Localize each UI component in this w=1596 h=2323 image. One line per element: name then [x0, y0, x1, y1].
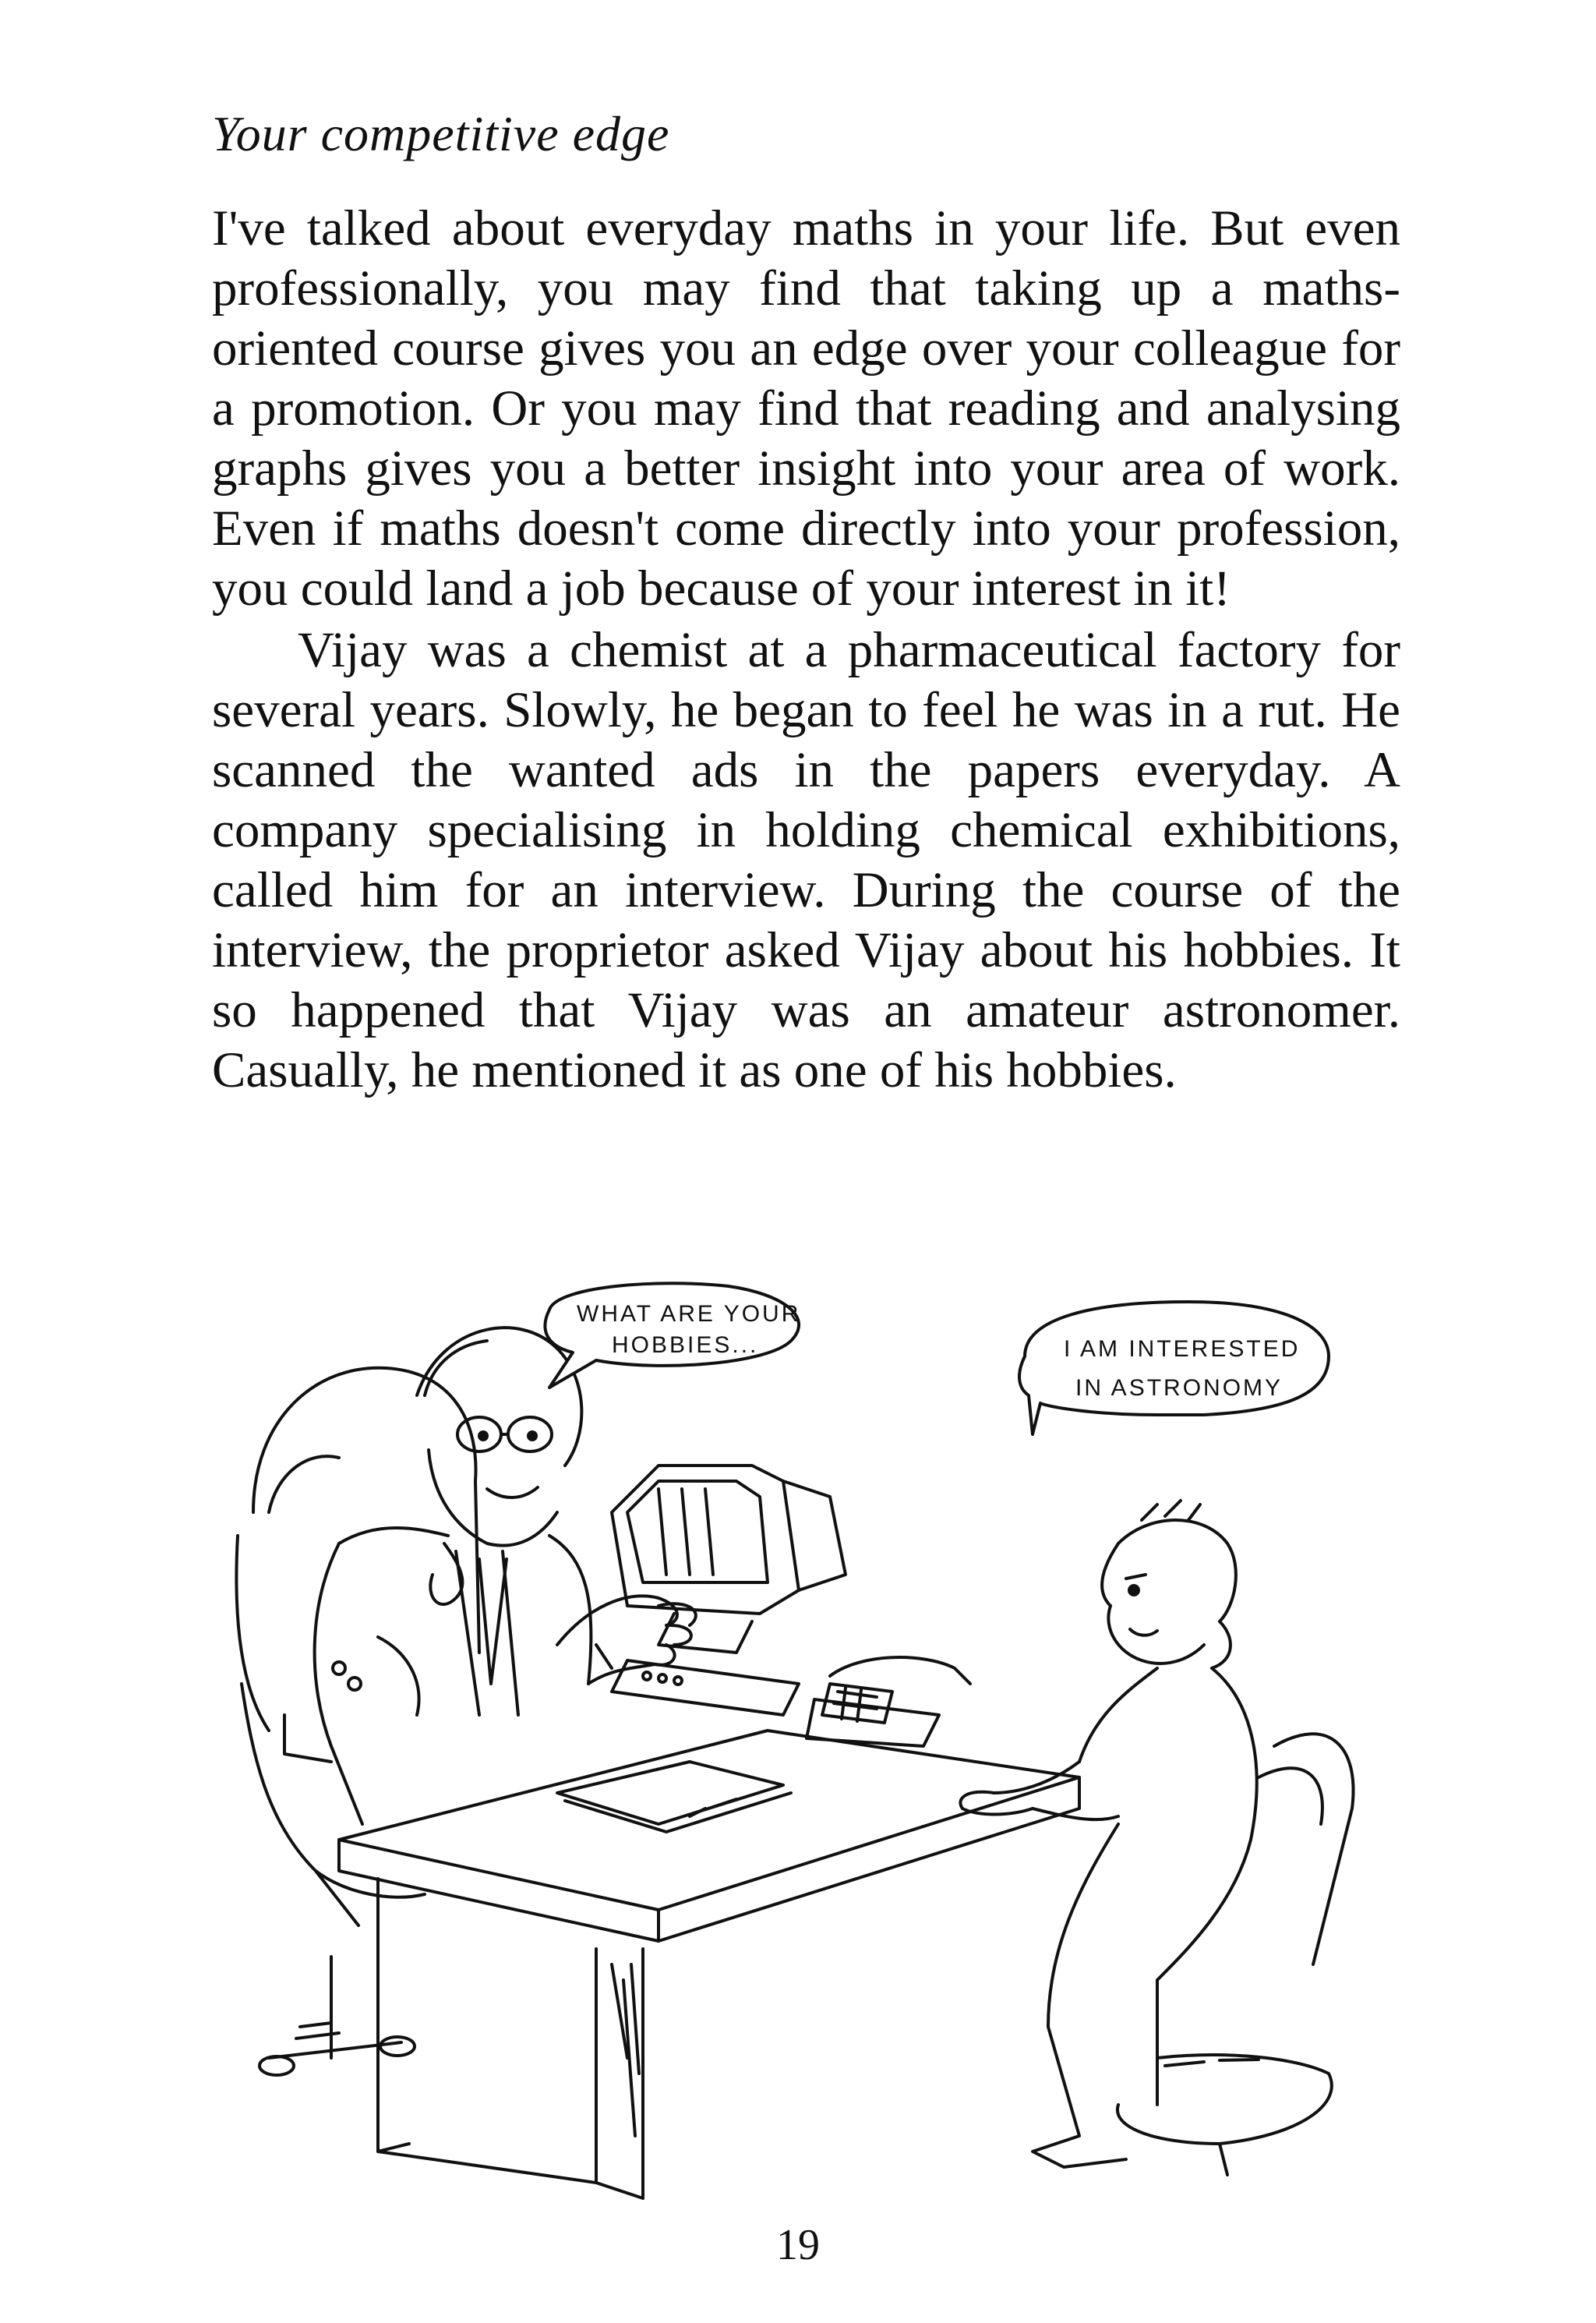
body-text: [212, 199, 1400, 1101]
telephone: [807, 1657, 970, 1746]
vijay-figure: [960, 1501, 1256, 2167]
speech-bubble-vijay: [1019, 1302, 1329, 1434]
page-number: 19: [776, 2221, 820, 2269]
bubble-left-line2: HOBBIES...: [612, 1332, 759, 1358]
interview-illustration: [222, 1278, 1375, 2202]
desk: [339, 1731, 1079, 2198]
executive-chair: [236, 1368, 479, 2075]
visitor-chair: [1118, 1734, 1354, 2175]
bubble-left-line1: WHAT ARE YOUR: [577, 1301, 801, 1327]
proprietor-figure: [315, 1328, 696, 1824]
paragraph-1: I've talked about everyday maths in your life. But even professionally, you may find that taking up a maths-oriented course gives you an edge over your colleague for a promotion. Or you may find that reading and analysing graphs gives you a better insight into your area of work. Even if maths doesn't come directly into your profession, you could land a job because of your interest in it!: [212, 200, 1400, 617]
bubble-right-line1: I AM INTERESTED: [1064, 1336, 1301, 1362]
speech-bubble-proprietor: [545, 1283, 800, 1388]
paragraph-2: Vijay was a chemist at a pharmaceutical factory for several years. Slowly, he began to feel he was in a rut. He scanned the wanted ads in the papers everyday. A company specialising in holding chemical exhibitions, called him for an interview. During the course of the interview, the proprietor asked Vijay about his hobbies. It so happened that Vijay was an amateur astronomer. Casually, he mentioned it as one of his hobbies.: [212, 622, 1400, 1098]
computer-monitor: [612, 1466, 846, 1715]
bubble-right-line2: IN ASTRONOMY: [1075, 1375, 1284, 1401]
section-heading: Your competitive edge: [212, 106, 670, 161]
